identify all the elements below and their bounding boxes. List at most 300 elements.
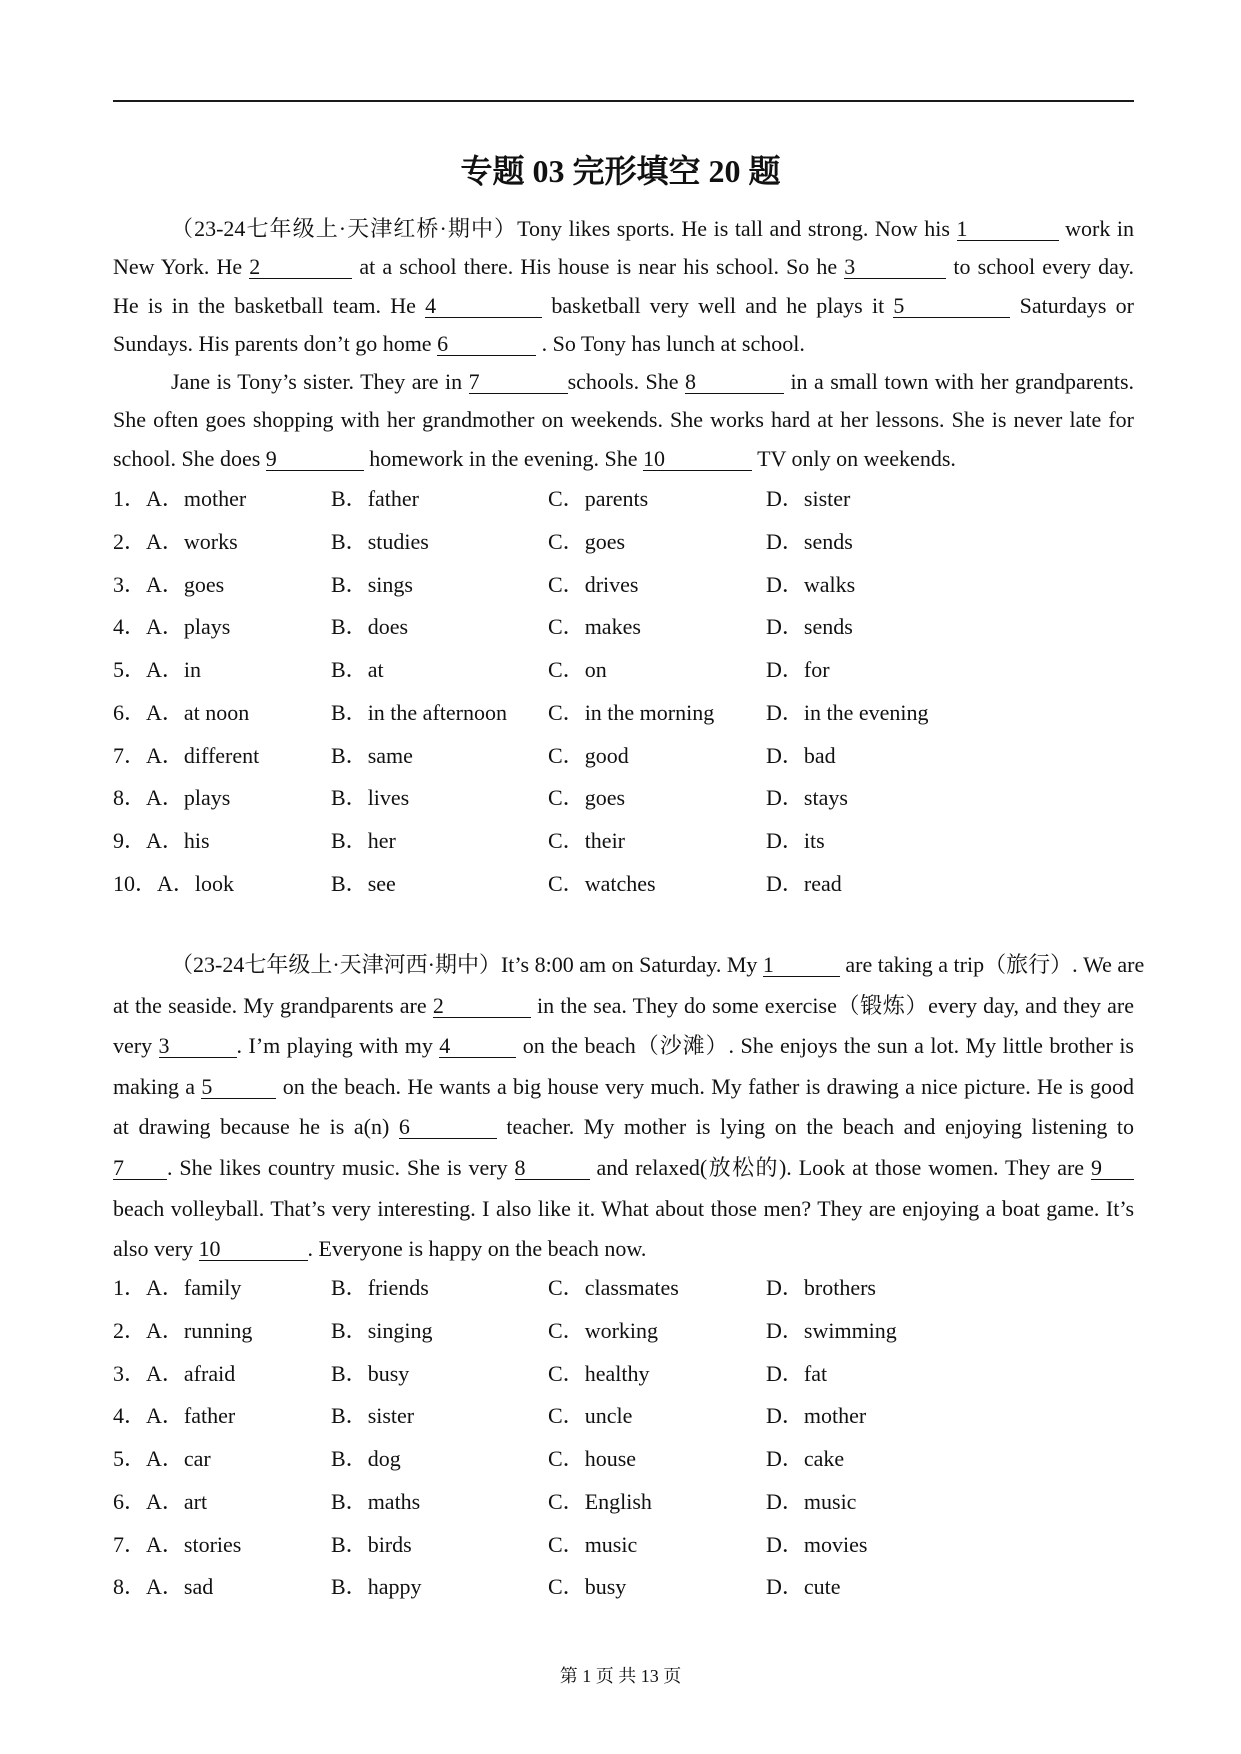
option-d: [766, 1310, 897, 1353]
option-a: [113, 1438, 211, 1481]
text-run: teacher. My mother is lying on the beach and enjoying listening to: [496, 1114, 1134, 1140]
text-run: work in: [1058, 216, 1135, 241]
option-label: A．: [146, 614, 184, 640]
question-number: 6．: [113, 1488, 147, 1514]
option-b: [331, 820, 396, 863]
option-label: D．: [766, 486, 804, 511]
option-text: its: [803, 828, 825, 853]
option-text: father: [183, 1403, 236, 1429]
option-a: [113, 1481, 207, 1524]
question-row: [113, 1310, 1134, 1353]
passage-2: [113, 945, 1145, 1270]
paragraph: [113, 363, 1134, 478]
answer-blank: 6: [399, 1116, 497, 1139]
question-number: 4．: [113, 1403, 147, 1429]
option-text: on: [584, 657, 607, 682]
option-b: [331, 1395, 414, 1438]
text-run: basketball very well and he plays it: [542, 292, 894, 318]
option-label: B．: [331, 1275, 368, 1300]
question-row: [113, 606, 1134, 649]
option-label: B．: [331, 1488, 368, 1514]
text-run: Saturdays or: [1010, 292, 1134, 318]
option-d: [766, 521, 853, 564]
question-row: [113, 692, 1134, 735]
option-text: sings: [367, 571, 413, 597]
page-title: 专题 03 完形填空 20 题: [460, 153, 781, 189]
question-number: 6．: [113, 699, 147, 725]
option-d: [766, 1524, 867, 1567]
option-label: A．: [146, 571, 184, 597]
option-b: [331, 1566, 421, 1609]
option-label: D．: [766, 1446, 804, 1471]
option-text: studies: [367, 528, 429, 554]
option-label: D．: [766, 785, 804, 811]
text-run: at a school there. His house is near his school. So he: [352, 254, 845, 280]
option-d: [766, 1267, 876, 1310]
option-text: at: [367, 657, 384, 682]
text-line: [113, 1067, 1134, 1108]
text-run: Jane is Tony’s sister. They are in: [171, 369, 469, 394]
option-text: same: [367, 742, 413, 768]
option-label: B．: [331, 571, 368, 597]
option-text: sends: [803, 614, 853, 640]
option-label: A．: [146, 1317, 184, 1343]
text-run: at the seaside. My grandparents are: [113, 992, 433, 1018]
option-text: at noon: [183, 699, 250, 725]
option-label: B．: [331, 1360, 368, 1386]
answer-blank: 9: [1091, 1157, 1134, 1180]
option-text: for: [803, 657, 830, 682]
option-label: B．: [331, 1446, 368, 1471]
option-d: [766, 1481, 856, 1524]
option-text: fat: [803, 1360, 828, 1386]
option-a: [113, 649, 201, 692]
option-c: [548, 649, 607, 692]
option-label: A．: [146, 528, 184, 554]
option-b: [331, 1438, 401, 1481]
option-d: [766, 606, 853, 649]
answer-blank: 2: [249, 256, 352, 279]
option-a: [113, 1524, 241, 1567]
option-text: different: [183, 742, 260, 768]
option-label: B．: [331, 1403, 368, 1429]
option-label: A．: [146, 785, 184, 811]
option-text: brothers: [803, 1275, 876, 1300]
option-text: happy: [367, 1574, 422, 1600]
text-run: He is in the basketball team. He: [113, 292, 426, 318]
option-label: C．: [548, 1275, 585, 1300]
option-b: [331, 521, 429, 564]
answer-blank: 1: [957, 218, 1059, 241]
option-d: [766, 777, 848, 820]
option-label: C．: [548, 571, 585, 597]
text-run: beach volleyball. That’s very interesting. I also like it. What about those men? They are enjoying a boat game. It’s: [113, 1195, 1134, 1221]
option-text: look: [194, 870, 235, 896]
option-a: [113, 1566, 213, 1609]
option-b: [331, 692, 507, 735]
option-label: D．: [766, 870, 804, 896]
option-label: B．: [331, 1531, 368, 1557]
question-number: 1．: [113, 486, 147, 511]
text-run: are taking a trip（旅行）. We are: [839, 952, 1145, 977]
option-a: [113, 564, 224, 607]
option-text: read: [803, 870, 842, 896]
option-label: C．: [548, 486, 585, 511]
answer-blank: 10: [643, 448, 752, 471]
option-text: family: [183, 1275, 242, 1300]
option-c: [548, 777, 625, 820]
option-d: [766, 820, 825, 863]
option-label: B．: [331, 870, 368, 896]
option-a: [113, 1310, 252, 1353]
option-text: parents: [584, 486, 649, 511]
text-run: making a: [113, 1073, 202, 1099]
option-label: D．: [766, 657, 804, 682]
text-line: [113, 248, 1134, 286]
option-text: maths: [367, 1488, 421, 1514]
option-b: [331, 1267, 429, 1310]
question-number: 7．: [113, 1531, 147, 1557]
option-a: [113, 1395, 235, 1438]
text-run: very: [113, 1033, 159, 1059]
option-text: in the evening: [803, 699, 929, 725]
option-text: dog: [367, 1446, 401, 1471]
question-row: [113, 478, 1134, 521]
question-options-2: [113, 1267, 1134, 1609]
option-d: [766, 863, 842, 906]
text-line: [113, 287, 1134, 325]
option-text: good: [584, 742, 629, 768]
option-text: movies: [803, 1531, 868, 1557]
text-run: Sundays. His parents don’t go home: [113, 330, 438, 356]
option-a: [113, 863, 234, 906]
option-label: D．: [766, 528, 804, 554]
option-text: in: [183, 657, 202, 682]
option-label: D．: [766, 1531, 804, 1557]
option-label: B．: [331, 742, 368, 768]
question-number: 2．: [113, 528, 147, 554]
option-label: D．: [766, 699, 804, 725]
option-a: [113, 606, 230, 649]
option-label: B．: [331, 1317, 368, 1343]
question-number: 3．: [113, 1360, 147, 1386]
question-number: 1．: [113, 1275, 147, 1300]
option-label: C．: [548, 528, 585, 554]
option-b: [331, 564, 413, 607]
option-label: B．: [331, 1574, 368, 1600]
option-a: [113, 820, 210, 863]
answer-blank: 3: [159, 1035, 237, 1058]
question-number: 5．: [113, 657, 147, 682]
text-line: [113, 325, 1134, 363]
option-label: C．: [548, 785, 585, 811]
option-text: sends: [803, 528, 853, 554]
text-run: . So Tony has lunch at school.: [536, 330, 805, 356]
option-b: [331, 606, 408, 649]
option-b: [331, 863, 396, 906]
question-number: 9．: [113, 828, 147, 853]
option-text: afraid: [183, 1360, 236, 1386]
question-number: 10．: [113, 870, 158, 896]
option-label: C．: [548, 1446, 585, 1471]
text-line: [113, 1189, 1134, 1230]
text-run: in a small town with her grandparents.: [784, 369, 1135, 394]
question-number: 7．: [113, 742, 147, 768]
option-a: [113, 692, 249, 735]
option-text: goes: [584, 528, 626, 554]
text-run: New York. He: [113, 254, 250, 280]
option-b: [331, 1524, 412, 1567]
option-label: D．: [766, 1403, 804, 1429]
option-text: stays: [803, 785, 848, 811]
option-label: C．: [548, 1360, 585, 1386]
text-line: [113, 440, 1134, 478]
text-run: at drawing because he is a(n): [113, 1114, 399, 1140]
option-text: bad: [803, 742, 836, 768]
option-b: [331, 1310, 432, 1353]
option-label: C．: [548, 657, 585, 682]
answer-blank: 7: [469, 371, 568, 394]
option-text: does: [367, 614, 409, 640]
option-c: [548, 606, 641, 649]
text-run: . Everyone is happy on the beach now.: [307, 1236, 647, 1262]
option-label: C．: [548, 870, 585, 896]
option-text: classmates: [584, 1275, 679, 1300]
option-text: cute: [803, 1574, 841, 1600]
option-text: birds: [367, 1531, 412, 1557]
option-text: car: [183, 1446, 211, 1471]
answer-blank: 5: [893, 295, 1010, 318]
option-label: B．: [331, 614, 368, 640]
option-text: working: [584, 1317, 659, 1343]
question-row: [113, 1524, 1134, 1567]
option-a: [113, 777, 230, 820]
text-run: . I’m playing with my: [236, 1033, 440, 1059]
option-c: [548, 820, 625, 863]
option-c: [548, 1481, 652, 1524]
option-text: English: [584, 1488, 652, 1514]
option-label: C．: [548, 1574, 585, 1600]
option-b: [331, 1481, 420, 1524]
paragraph: [113, 210, 1134, 363]
option-label: C．: [548, 614, 585, 640]
option-label: A．: [157, 870, 195, 896]
answer-blank: 6: [437, 333, 536, 356]
option-text: healthy: [584, 1360, 650, 1386]
option-text: plays: [183, 785, 231, 811]
option-a: [113, 478, 246, 521]
option-label: A．: [146, 1446, 184, 1471]
option-d: [766, 692, 929, 735]
question-row: [113, 777, 1134, 820]
text-line: [113, 1229, 1134, 1270]
question-row: [113, 820, 1134, 863]
answer-blank: 2: [433, 995, 531, 1018]
option-label: C．: [548, 1531, 585, 1557]
text-run: on the beach. He wants a big house very much. My father is drawing a nice picture. He is good: [276, 1073, 1134, 1099]
option-a: [113, 735, 259, 778]
option-text: music: [803, 1488, 857, 1514]
option-text: friends: [367, 1275, 429, 1300]
option-label: B．: [331, 785, 368, 811]
answer-blank: 8: [515, 1157, 590, 1180]
text-run: and relaxed(放松的). Look at those women. They are: [589, 1154, 1091, 1180]
question-row: [113, 1353, 1134, 1396]
option-text: makes: [584, 614, 641, 640]
question-number: 4．: [113, 614, 147, 640]
text-run: . She likes country music. She is very: [167, 1154, 515, 1180]
option-label: A．: [146, 657, 184, 682]
text-run: schools. She: [567, 369, 685, 394]
option-c: [548, 692, 714, 735]
option-text: lives: [367, 785, 410, 811]
text-line: [113, 945, 1145, 986]
option-text: in the afternoon: [367, 699, 507, 725]
question-row: [113, 735, 1134, 778]
option-label: C．: [548, 828, 585, 853]
option-text: swimming: [803, 1317, 897, 1343]
option-text: works: [183, 528, 238, 554]
option-label: D．: [766, 614, 804, 640]
option-text: his: [183, 828, 210, 853]
option-c: [548, 1310, 658, 1353]
option-label: A．: [146, 828, 184, 853]
option-b: [331, 478, 419, 521]
option-text: mother: [803, 1403, 867, 1429]
option-label: A．: [146, 699, 184, 725]
option-label: D．: [766, 742, 804, 768]
answer-blank: 4: [425, 295, 542, 318]
option-c: [548, 1566, 626, 1609]
option-a: [113, 521, 238, 564]
passage-1: [113, 210, 1134, 478]
text-run: TV only on weekends.: [752, 445, 956, 471]
option-label: B．: [331, 657, 368, 682]
option-label: A．: [146, 1574, 184, 1600]
answer-blank: 8: [685, 371, 784, 394]
option-c: [548, 478, 648, 521]
option-d: [766, 1353, 827, 1396]
option-text: goes: [584, 785, 626, 811]
option-text: sad: [183, 1574, 214, 1600]
option-text: running: [183, 1317, 253, 1343]
option-c: [548, 735, 629, 778]
option-text: uncle: [584, 1403, 633, 1429]
option-d: [766, 1438, 844, 1481]
option-a: [113, 1353, 235, 1396]
option-text: her: [367, 828, 396, 853]
option-text: see: [367, 870, 396, 896]
option-label: D．: [766, 1574, 804, 1600]
option-a: [113, 1267, 241, 1310]
option-label: A．: [146, 1488, 184, 1514]
option-text: music: [584, 1531, 638, 1557]
option-text: walks: [803, 571, 856, 597]
option-text: sister: [367, 1403, 415, 1429]
option-text: watches: [584, 870, 656, 896]
option-text: stories: [183, 1531, 242, 1557]
answer-blank: 3: [844, 256, 946, 279]
question-number: 2．: [113, 1317, 147, 1343]
option-label: D．: [766, 1275, 804, 1300]
option-text: father: [367, 486, 419, 511]
option-text: cake: [803, 1446, 845, 1471]
text-run: school. She does: [113, 445, 266, 471]
option-label: C．: [548, 742, 585, 768]
text-line: [113, 1107, 1134, 1148]
option-c: [548, 1395, 632, 1438]
question-row: [113, 1267, 1134, 1310]
text-line: [113, 401, 1134, 439]
question-row: [113, 863, 1134, 906]
text-run: on the beach（沙滩）. She enjoys the sun a lot. My little brother is: [516, 1033, 1134, 1059]
answer-blank: 10: [199, 1238, 308, 1261]
option-text: goes: [183, 571, 225, 597]
question-number: 3．: [113, 571, 147, 597]
option-d: [766, 1566, 841, 1609]
option-label: A．: [146, 742, 184, 768]
text-run: （23-24七年级上·天津河西·期中）It’s 8:00 am on Saturday. My: [171, 952, 763, 977]
option-c: [548, 1524, 637, 1567]
question-row: [113, 1566, 1134, 1609]
option-label: A．: [146, 1403, 184, 1429]
question-row: [113, 521, 1134, 564]
option-label: D．: [766, 1317, 804, 1343]
option-label: A．: [146, 1275, 184, 1300]
option-c: [548, 1353, 649, 1396]
option-text: busy: [584, 1574, 627, 1600]
text-run: also very: [113, 1236, 199, 1262]
question-row: [113, 1481, 1134, 1524]
option-text: plays: [183, 614, 231, 640]
question-row: [113, 649, 1134, 692]
option-text: their: [584, 828, 626, 853]
answer-blank: 9: [266, 448, 364, 471]
option-label: C．: [548, 1488, 585, 1514]
question-row: [113, 1395, 1134, 1438]
option-label: D．: [766, 828, 804, 853]
answer-blank: 7: [113, 1157, 167, 1180]
option-d: [766, 735, 836, 778]
option-label: B．: [331, 528, 368, 554]
option-b: [331, 1353, 409, 1396]
option-d: [766, 478, 850, 521]
option-b: [331, 777, 409, 820]
option-text: drives: [584, 571, 639, 597]
option-d: [766, 1395, 866, 1438]
page-footer: 第 1 页 共 13 页: [559, 1666, 682, 1686]
option-text: mother: [183, 486, 247, 511]
option-label: A．: [146, 486, 184, 511]
paragraph: [113, 945, 1145, 1270]
option-label: B．: [331, 486, 368, 511]
text-run: to school every day.: [946, 254, 1134, 280]
text-line: [113, 986, 1134, 1027]
option-label: B．: [331, 699, 368, 725]
question-options-1: [113, 478, 1134, 906]
text-line: [113, 363, 1134, 401]
option-c: [548, 1267, 679, 1310]
option-label: D．: [766, 1488, 804, 1514]
option-text: sister: [803, 486, 851, 511]
answer-blank: 1: [763, 954, 840, 977]
option-c: [548, 863, 656, 906]
option-label: D．: [766, 1360, 804, 1386]
option-text: art: [183, 1488, 208, 1514]
option-label: A．: [146, 1531, 184, 1557]
option-b: [331, 649, 384, 692]
option-label: D．: [766, 571, 804, 597]
